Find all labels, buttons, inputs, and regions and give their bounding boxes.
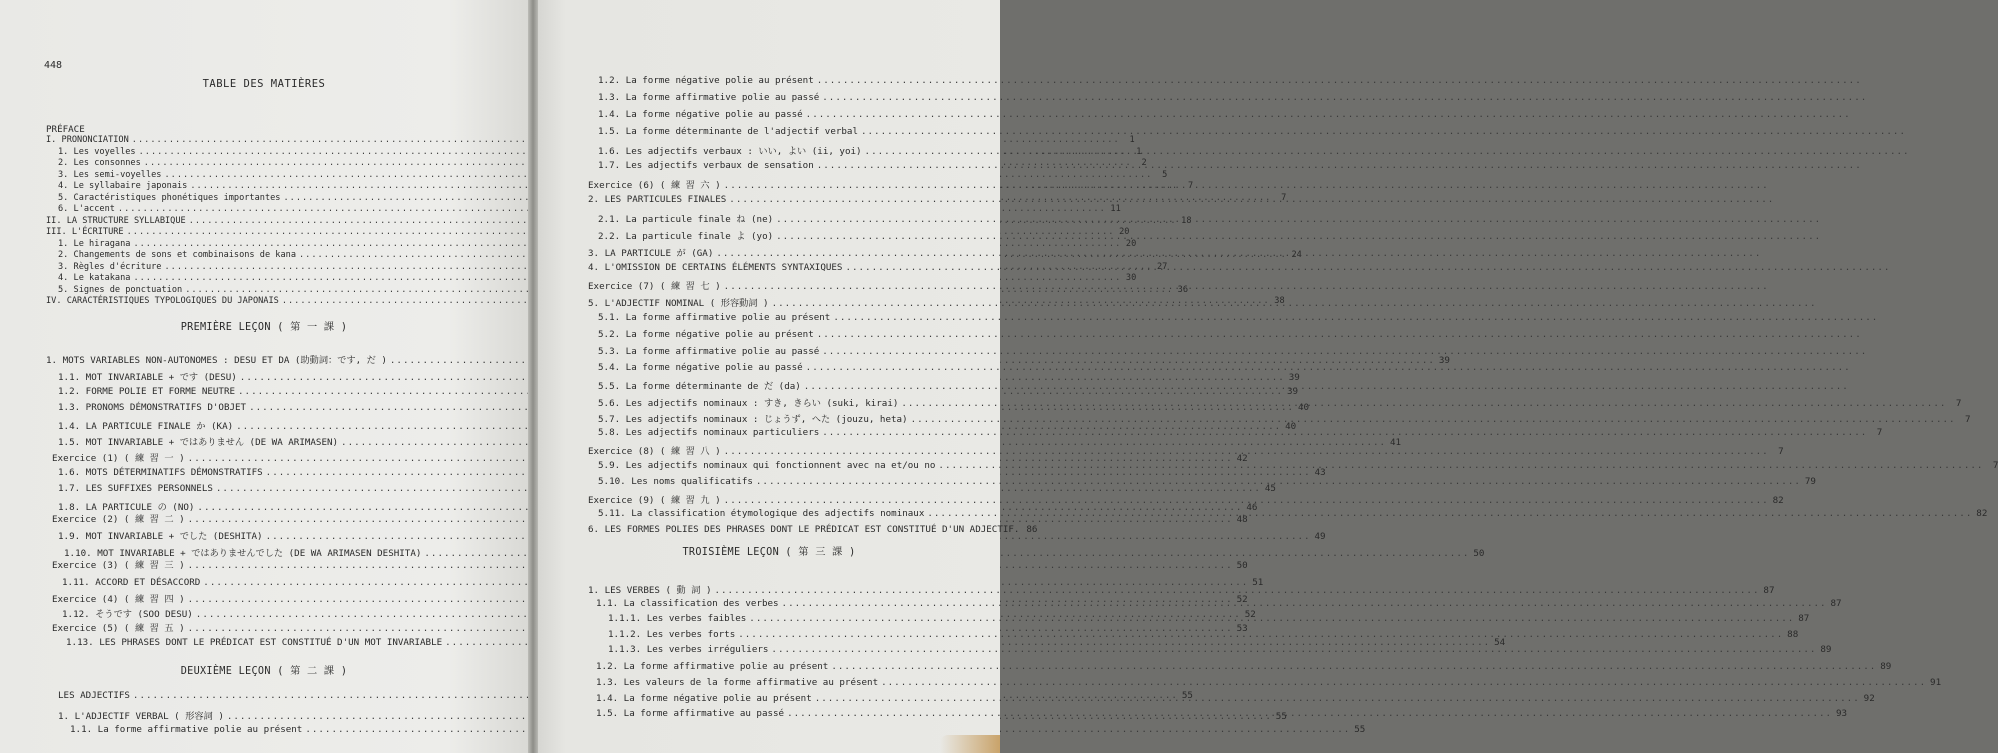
toc-entry bbox=[598, 92, 1000, 103]
toc-entry-label: 5.9. Les adjectifs nominaux qui fonctionnent avec na et/ou no bbox=[598, 460, 936, 471]
toc-entry-label: 1.2. La forme négative polie au présent bbox=[598, 75, 814, 86]
toc-entry-page: 39 bbox=[1288, 372, 1300, 383]
toc-entry bbox=[588, 245, 1000, 259]
toc-entry bbox=[598, 160, 1000, 171]
toc-entry-page: 87 bbox=[1798, 613, 1810, 624]
toc-entry bbox=[598, 460, 1998, 471]
toc-entry-label: 1.1.3. Les verbes irréguliers bbox=[608, 644, 769, 655]
toc-entry-label: 1.1.2. Les verbes forts bbox=[608, 629, 736, 640]
toc-entry bbox=[598, 508, 1988, 519]
toc-entry-label: 2. LES PARTICULES FINALES bbox=[588, 194, 727, 205]
toc-entry-page: 86 bbox=[1026, 524, 1038, 535]
toc-entry-label: 3. Règles d'écriture bbox=[58, 261, 162, 272]
toc-entry-page: 82 bbox=[1976, 508, 1988, 519]
toc-entry bbox=[58, 273, 1137, 283]
toc-entry-label: 1. Les voyelles bbox=[58, 146, 136, 157]
toc-entry bbox=[588, 278, 1000, 292]
toc-entry-page: 55 bbox=[1354, 724, 1366, 735]
toc-entry-label: 2.1. La particule finale ね (ne) bbox=[598, 214, 774, 225]
leader-dots bbox=[806, 109, 1851, 120]
leader-dots bbox=[776, 231, 1821, 242]
toc-entry-label: 5. Caractéristiques phonétiques importantes bbox=[58, 192, 281, 203]
leader-dots bbox=[806, 362, 1851, 373]
leader-dots bbox=[833, 312, 1878, 323]
toc-entry-label: 2. Les consonnes bbox=[58, 158, 141, 168]
toc-entry bbox=[70, 724, 1366, 735]
toc-entry-page: 93 bbox=[1836, 708, 1848, 719]
toc-entry bbox=[598, 228, 1000, 242]
leader-dots bbox=[772, 298, 1817, 309]
toc-entry-page: 36 bbox=[1177, 284, 1189, 295]
toc-entry bbox=[608, 629, 1799, 640]
toc-entry-label: 5.10. Les noms qualificatifs bbox=[598, 476, 753, 487]
toc-entry-label: 1.11. ACCORD ET DÉSACCORD bbox=[62, 577, 201, 588]
leader-dots bbox=[714, 585, 1759, 596]
toc-entry bbox=[588, 194, 1000, 205]
leader-dots bbox=[822, 92, 1867, 103]
toc-entry-page: 30 bbox=[1125, 273, 1137, 283]
book-gutter bbox=[528, 0, 538, 753]
leader-dots bbox=[729, 194, 1774, 205]
toc-entry-page: 52 bbox=[1244, 609, 1256, 620]
toc-entry-label: 6. LES FORMES POLIES DES PHRASES DONT LE PRÉDICAT EST CONSTITUÉ D'UN ADJECTIF. bbox=[588, 524, 1020, 535]
toc-entry-label: II. LA STRUCTURE SYLLABIQUE bbox=[46, 215, 186, 226]
leader-dots bbox=[817, 160, 1862, 171]
toc-entry-label: 1.1. La forme affirmative polie au présent bbox=[70, 724, 303, 735]
leader-dots bbox=[749, 613, 1794, 624]
toc-entry-label: I. PRONONCIATION bbox=[46, 135, 129, 145]
toc-entry-label: 1.5. MOT INVARIABLE + ではありません (DE WA ARIMASEN) bbox=[58, 437, 339, 448]
toc-entry-label: 1.7. LES SUFFIXES PERSONNELS bbox=[58, 483, 213, 494]
toc-entry-page: 38 bbox=[1274, 296, 1285, 306]
toc-entry-page: 7 bbox=[1992, 460, 1998, 471]
toc-entry-page: 43 bbox=[1314, 467, 1326, 478]
toc-entry bbox=[598, 143, 1000, 157]
toc-entry-page: 87 bbox=[1763, 585, 1775, 596]
toc-entry-label: Exercice (3) ( 練 習 三 ) bbox=[52, 560, 185, 571]
toc-entry bbox=[66, 637, 1506, 648]
toc-entry-label: IV. CARACTÉRISTIQUES TYPOLOGIQUES DU JAPONAIS bbox=[46, 296, 279, 306]
leader-dots bbox=[817, 329, 1862, 340]
toc-entry-label: 5.8. Les adjectifs nominaux particuliers bbox=[598, 427, 820, 438]
toc-entry-page: 88 bbox=[1787, 629, 1799, 640]
toc-entry-label: 1. MOTS VARIABLES NON-AUTONOMES : DESU ET DA (助動詞：です, だ ) bbox=[46, 355, 387, 366]
preface-heading: PRÉFACE bbox=[46, 124, 85, 135]
toc-entry-label: 1.12. そうです (SOO DESU) bbox=[62, 609, 193, 620]
toc-entry-label: 6. L'accent bbox=[58, 204, 115, 214]
lesson-heading: TROISIÈME LEÇON ( 第 三 課 ) bbox=[682, 547, 856, 558]
toc-entry-label: 2. Changements de sons et combinaisons de kana bbox=[58, 250, 296, 260]
toc-entry-label: 1.4. La forme négative polie au présent bbox=[596, 693, 812, 704]
toc-entry-page: 7 bbox=[1778, 446, 1784, 457]
toc-entry-label: 1.1. La classification des verbes bbox=[596, 598, 779, 609]
toc-entry bbox=[598, 362, 1000, 373]
toc-entry-label: Exercice (4) ( 練 習 四 ) bbox=[52, 594, 185, 605]
toc-entry-label: 1.10. MOT INVARIABLE + ではありませんでした (DE WA ARIMASEN DESHITA) bbox=[64, 548, 422, 559]
toc-entry bbox=[598, 476, 1816, 487]
toc-entry-page: 55 bbox=[1275, 711, 1287, 722]
toc-entry-label: 3. LA PARTICULE が (GA) bbox=[588, 248, 714, 259]
toc-entry bbox=[588, 524, 1038, 535]
leader-dots bbox=[865, 146, 1910, 157]
leader-dots bbox=[817, 75, 1862, 86]
leader-dots bbox=[724, 180, 1769, 191]
leader-dots bbox=[716, 248, 1761, 259]
toc-entry bbox=[598, 75, 1000, 86]
toc-entry-label: Exercice (1) ( 練 習 一 ) bbox=[52, 453, 185, 464]
toc-entry bbox=[52, 557, 1248, 571]
toc-entry-page: 89 bbox=[1880, 661, 1892, 672]
toc-entry-label: 1.4. La forme négative polie au passé bbox=[598, 109, 803, 120]
page-number: 448 bbox=[44, 60, 63, 71]
toc-entry bbox=[58, 434, 1402, 448]
leader-dots bbox=[804, 381, 1849, 392]
toc-entry-page: 46 bbox=[1246, 502, 1258, 513]
toc-entry-label: Exercice (7) ( 練 習 七 ) bbox=[588, 281, 721, 292]
toc-entry-page: 20 bbox=[1125, 238, 1137, 249]
toc-entry bbox=[588, 443, 1784, 457]
toc-entry bbox=[58, 169, 1168, 180]
leader-dots bbox=[927, 508, 1972, 519]
toc-entry-label: Exercice (2) ( 練 習 二 ) bbox=[52, 514, 185, 525]
leader-dots bbox=[815, 693, 1860, 704]
leader-dots bbox=[724, 281, 1769, 292]
toc-entry bbox=[58, 238, 1137, 249]
toc-entry-page: 20 bbox=[1119, 227, 1130, 237]
toc-entry-label: 1.3. PRONOMS DÉMONSTRATIFS D'OBJET bbox=[58, 402, 247, 413]
toc-entry-page: 40 bbox=[1285, 421, 1297, 432]
toc-entry-page: 51 bbox=[1252, 577, 1264, 588]
leader-dots bbox=[756, 476, 1801, 487]
leader-dots bbox=[738, 629, 1783, 640]
toc-entry bbox=[52, 620, 1248, 634]
toc-entry bbox=[598, 378, 1000, 392]
toc-entry-page: 87 bbox=[1830, 598, 1842, 609]
toc-entry-label: 1.6. MOTS DÉTERMINATIFS DÉMONSTRATIFS bbox=[58, 467, 263, 478]
toc-entry-label: 5.7. Les adjectifs nominaux : じょうず, へた (jouzu, heta) bbox=[598, 414, 908, 425]
leader-dots bbox=[776, 214, 1821, 225]
toc-entry bbox=[598, 411, 1971, 425]
toc-entry-page: 7 bbox=[1188, 181, 1194, 191]
leader-dots bbox=[901, 398, 1946, 409]
toc-entry bbox=[596, 677, 1942, 688]
toc-entry-label: Exercice (8) ( 練 習 八 ) bbox=[588, 446, 721, 457]
toc-entry-label: 1. Le hiragana bbox=[58, 238, 131, 249]
toc-entry-page: 54 bbox=[1494, 637, 1506, 648]
toc-entry bbox=[62, 577, 1264, 588]
toc-entry bbox=[598, 211, 1000, 225]
toc-entry bbox=[598, 329, 1000, 340]
toc-entry-label: 1.9. MOT INVARIABLE + でした (DESHITA) bbox=[58, 531, 263, 542]
toc-entry bbox=[58, 467, 1326, 478]
toc-entry-label: Exercice (6) ( 練 習 六 ) bbox=[588, 180, 721, 191]
toc-entry-label: 2.2. La particule finale よ (yo) bbox=[598, 231, 774, 242]
toc-entry bbox=[588, 492, 1784, 506]
toc-entry-label: 5.5. La forme déterminante de だ (da) bbox=[598, 381, 801, 392]
toc-entry bbox=[598, 312, 1000, 323]
toc-entry-page: 91 bbox=[1930, 677, 1942, 688]
toc-entry-page: 7 bbox=[1965, 414, 1971, 425]
toc-entry-label: 1.5. La forme affirmative au passé bbox=[596, 708, 785, 719]
lesson-heading: PREMIÈRE LEÇON ( 第 一 課 ) bbox=[180, 322, 348, 333]
toc-entry-label: 1.1.1. Les verbes faibles bbox=[608, 613, 747, 624]
toc-entry-page: 52 bbox=[1236, 594, 1248, 605]
toc-entry-page: 41 bbox=[1389, 437, 1402, 448]
toc-entry-page: 82 bbox=[1772, 495, 1784, 506]
toc-entry-label: 5. L'ADJECTIF NOMINAL ( 形容動詞 ) bbox=[588, 298, 769, 309]
toc-entry bbox=[598, 427, 1883, 438]
toc-entry-page: 2 bbox=[1141, 158, 1147, 168]
toc-entry-page: 50 bbox=[1236, 560, 1248, 571]
toc-title: TABLE DES MATIÈRES bbox=[202, 78, 326, 90]
toc-entry bbox=[608, 644, 1832, 655]
leader-dots bbox=[861, 126, 1906, 137]
toc-entry bbox=[588, 177, 1000, 191]
leader-dots bbox=[845, 262, 1890, 273]
toc-entry-page: 55 bbox=[1181, 690, 1193, 701]
toc-entry-label: 5.3. La forme affirmative polie au passé bbox=[598, 346, 820, 357]
toc-entry-page: 92 bbox=[1863, 693, 1875, 704]
toc-entry-label: 1. LES VERBES ( 動 詞 ) bbox=[588, 585, 712, 596]
table-edge bbox=[940, 735, 1000, 753]
leader-dots bbox=[911, 414, 1956, 425]
toc-entry-page: 7 bbox=[1876, 427, 1883, 438]
toc-entry-label: 4. L'OMISSION DE CERTAINS ÉLÉMENTS SYNTAXIQUES bbox=[588, 262, 843, 273]
toc-entry-label: 4. Le syllabaire japonais bbox=[58, 181, 188, 191]
toc-entry-label: 1.13. LES PHRASES DONT LE PRÉDICAT EST CONSTITUÉ D'UN MOT INVARIABLE bbox=[66, 637, 443, 648]
toc-entry-label: LES ADJECTIFS bbox=[58, 690, 130, 701]
toc-entry bbox=[58, 483, 1276, 494]
toc-entry bbox=[596, 661, 1892, 672]
toc-entry-page: 89 bbox=[1820, 644, 1832, 655]
toc-entry-label: 1. L'ADJECTIF VERBAL ( 形容詞 ) bbox=[58, 711, 224, 722]
toc-entry bbox=[588, 262, 1000, 273]
leader-dots bbox=[787, 708, 1832, 719]
leader-dots bbox=[724, 495, 1769, 506]
toc-entry-label: 1.3. Les valeurs de la forme affirmative au présent bbox=[596, 677, 879, 688]
leader-dots bbox=[938, 460, 1983, 471]
toc-entry-page: 79 bbox=[1804, 476, 1816, 487]
toc-entry bbox=[588, 295, 1000, 309]
toc-entry-page: 40 bbox=[1298, 402, 1310, 413]
toc-entry-page: 5 bbox=[1162, 169, 1168, 180]
toc-entry-label: 1.5. La forme déterminante de l'adjectif verbal bbox=[598, 126, 858, 137]
toc-entry-page: 7 bbox=[1281, 192, 1287, 203]
lesson-heading: DEUXIÈME LEÇON ( 第 二 課 ) bbox=[180, 666, 348, 677]
toc-entry-label: 1.2. FORME POLIE ET FORME NEUTRE bbox=[58, 386, 236, 397]
leader-dots bbox=[771, 644, 1816, 655]
toc-entry-label: 5.6. Les adjectifs nominaux : すき, きらい (suki, kirai) bbox=[598, 398, 899, 409]
toc-entry-label: 1.7. Les adjectifs verbaux de sensation bbox=[598, 160, 814, 171]
toc-entry-label: 1.4. LA PARTICULE FINALE か (KA) bbox=[58, 421, 234, 432]
toc-entry-label: 5.11. La classification étymologique des adjectifs nominaux bbox=[598, 508, 925, 519]
toc-entry-page: 1 bbox=[1129, 135, 1135, 145]
toc-entry-page: 27 bbox=[1156, 261, 1168, 272]
leader-dots bbox=[831, 661, 1876, 672]
toc-entry-label: 1.3. La forme affirmative polie au passé bbox=[598, 92, 820, 103]
toc-entry-page: 48 bbox=[1236, 514, 1248, 525]
leader-dots bbox=[782, 598, 1827, 609]
toc-entry bbox=[598, 109, 1000, 120]
toc-entry-label: 5.4. La forme négative polie au passé bbox=[598, 362, 803, 373]
toc-entry-page: 49 bbox=[1314, 531, 1326, 542]
leader-dots bbox=[822, 346, 1867, 357]
toc-entry-label: Exercice (9) ( 練 習 九 ) bbox=[588, 495, 721, 506]
toc-entry bbox=[58, 204, 1121, 214]
leader-dots bbox=[724, 446, 1769, 457]
toc-entry-page: 53 bbox=[1236, 623, 1248, 634]
toc-entry-label: 5. Signes de ponctuation bbox=[58, 284, 183, 295]
toc-entry-label: 1.2. La forme affirmative polie au présent bbox=[596, 661, 829, 672]
toc-entry-label: 1.8. LA PARTICULE の (NO) bbox=[58, 502, 195, 513]
toc-entry bbox=[46, 135, 1135, 145]
toc-entry bbox=[46, 352, 1450, 366]
leader-dots bbox=[822, 427, 1867, 438]
toc-entry bbox=[58, 369, 1300, 383]
toc-entry-page: 39 bbox=[1286, 386, 1299, 397]
toc-entry-label: 1.1. MOT INVARIABLE + です (DESU) bbox=[58, 372, 237, 383]
toc-entry-page: 50 bbox=[1473, 548, 1485, 559]
toc-entry-label: 1.6. Les adjectifs verbaux : いい, よい (ii, yoi) bbox=[598, 146, 862, 157]
toc-entry-page: 7 bbox=[1955, 398, 1962, 409]
toc-entry-label: Exercice (5) ( 練 習 五 ) bbox=[52, 623, 185, 634]
toc-entry-page: 1 bbox=[1136, 146, 1142, 157]
leader-dots bbox=[881, 677, 1926, 688]
toc-entry-label: 3. Les semi-voyelles bbox=[58, 169, 162, 180]
toc-entry-page: 45 bbox=[1264, 483, 1276, 494]
toc-entry-page: 11 bbox=[1110, 204, 1121, 214]
toc-entry-label: III. L'ÉCRITURE bbox=[46, 227, 124, 237]
toc-entry-label: 4. Le katakana bbox=[58, 273, 131, 283]
toc-entry bbox=[598, 346, 1000, 357]
toc-entry-label: 5.2. La forme négative polie au présent bbox=[598, 329, 814, 340]
toc-entry-label: 5.1. La forme affirmative polie au présent bbox=[598, 312, 831, 323]
toc-entry-page: 39 bbox=[1438, 355, 1450, 366]
toc-entry-page: 18 bbox=[1181, 215, 1192, 226]
toc-entry-page: 42 bbox=[1236, 453, 1248, 464]
toc-entry-page: 24 bbox=[1291, 250, 1302, 260]
toc-entry bbox=[598, 126, 1000, 137]
